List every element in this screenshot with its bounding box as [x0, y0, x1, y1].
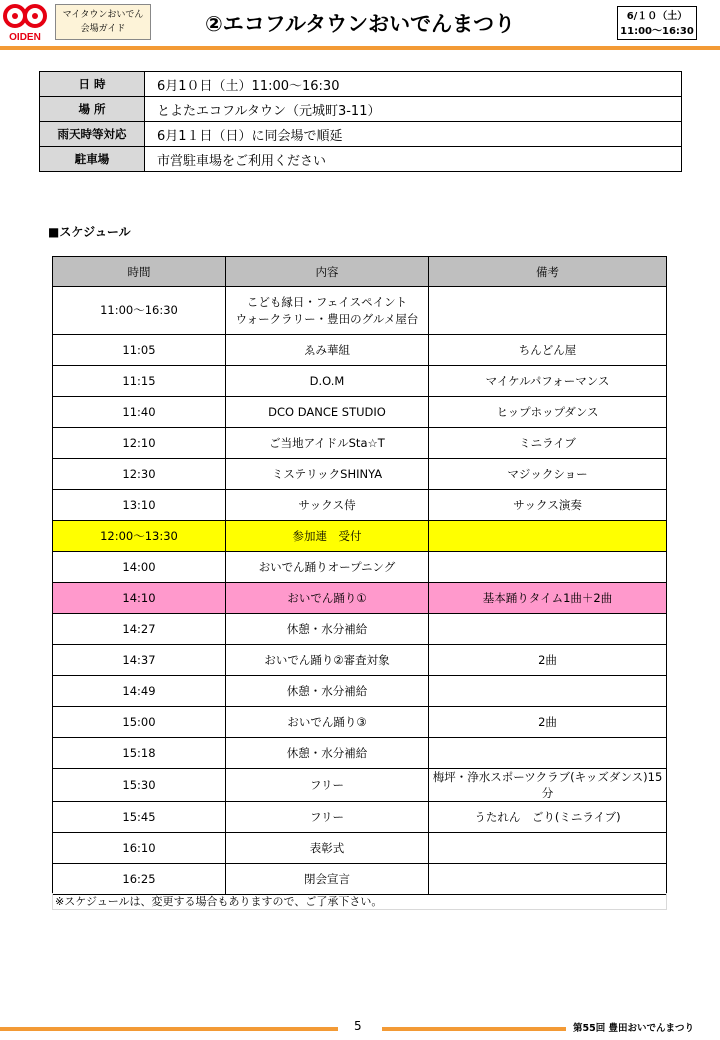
time-cell: 14:10: [53, 583, 226, 614]
table-row: [53, 366, 667, 397]
info-row: [40, 72, 682, 97]
note-cell: 梅坪・浄水スポーツクラブ(キッズダンス)15分: [429, 769, 667, 802]
time-cell: 14:49: [53, 676, 226, 707]
info-label: 雨天時等対応: [40, 122, 145, 147]
column-header-notes: 備考: [429, 257, 667, 287]
guide-line-2: 会場ガイド: [80, 24, 126, 34]
info-label: 日 時: [40, 72, 145, 97]
content-cell: ミステリックSHINYA: [226, 459, 429, 490]
time-cell: 13:10: [53, 490, 226, 521]
info-row: [40, 147, 682, 172]
content-cell: 休憩・水分補給: [226, 614, 429, 645]
header-divider: [0, 46, 720, 50]
note-cell: 2曲: [429, 707, 667, 738]
note-cell: [429, 676, 667, 707]
info-value: 6月1１日（日）に同会場で順延: [145, 122, 682, 147]
info-row: [40, 97, 682, 122]
note-cell: サックス演奏: [429, 490, 667, 521]
time-cell: 12:10: [53, 428, 226, 459]
table-row: [53, 287, 667, 335]
venue-guide-label: [55, 4, 151, 40]
info-label: 場 所: [40, 97, 145, 122]
oiden-logo: [2, 2, 48, 42]
time-cell: 15:45: [53, 802, 226, 833]
time-cell: 11:15: [53, 366, 226, 397]
content-line-2: ウォークラリー・豊田のグルメ屋台: [235, 311, 419, 326]
schedule-change-note: ※スケジュールは、変更する場合もありますので、ご了承下さい。: [52, 893, 667, 910]
time-cell: 15:30: [53, 769, 226, 802]
table-row: [53, 707, 667, 738]
content-cell: おいでん踊り③: [226, 707, 429, 738]
table-row: [53, 802, 667, 833]
info-value: とよたエコフルタウン（元城町3-11）: [145, 97, 682, 122]
note-cell: うたれん ごり(ミニライブ): [429, 802, 667, 833]
note-cell: [429, 738, 667, 769]
page-number: 5: [354, 1019, 362, 1033]
content-line-1: こども縁日・フェイスペイント: [246, 294, 408, 309]
footer-divider-right: [382, 1027, 566, 1031]
time-cell: 12:00〜13:30: [53, 521, 226, 552]
info-label: 駐車場: [40, 147, 145, 172]
table-row: [53, 335, 667, 366]
content-cell: 閉会宣言: [226, 864, 429, 895]
note-cell: 2曲: [429, 645, 667, 676]
table-row-highlight: [53, 583, 667, 614]
note-cell: [429, 287, 667, 335]
time-cell: 14:37: [53, 645, 226, 676]
note-cell: ミニライブ: [429, 428, 667, 459]
content-cell: おいでん踊り①: [226, 583, 429, 614]
footer-divider-left: [0, 1027, 338, 1031]
page-title: ②エコフルタウンおいでんまつり: [205, 12, 516, 36]
time-cell: 12:30: [53, 459, 226, 490]
table-row: [53, 645, 667, 676]
table-row: [53, 614, 667, 645]
time-cell: 16:10: [53, 833, 226, 864]
info-row: [40, 122, 682, 147]
content-cell: フリー: [226, 802, 429, 833]
time-cell: 11:00〜16:30: [53, 287, 226, 335]
event-date-box: [617, 6, 697, 40]
time-cell: 16:25: [53, 864, 226, 895]
footer-event-name: 第55回 豊田おいでんまつり: [573, 1023, 695, 1034]
content-cell: ご当地アイドルSta☆T: [226, 428, 429, 459]
content-cell: おいでん踊り②審査対象: [226, 645, 429, 676]
content-cell: ゑみ華組: [226, 335, 429, 366]
note-cell: [429, 864, 667, 895]
guide-line-1: マイタウンおいでん: [62, 10, 144, 20]
time-cell: 11:40: [53, 397, 226, 428]
table-row: [53, 459, 667, 490]
time-cell: 14:27: [53, 614, 226, 645]
note-cell: 基本踊りタイム1曲＋2曲: [429, 583, 667, 614]
note-cell: マジックショー: [429, 459, 667, 490]
content-cell: 参加連 受付: [226, 521, 429, 552]
content-cell: [226, 287, 429, 335]
content-cell: サックス侍: [226, 490, 429, 521]
table-row: [53, 676, 667, 707]
content-cell: 表彰式: [226, 833, 429, 864]
note-cell: [429, 833, 667, 864]
content-cell: おいでん踊りオープニング: [226, 552, 429, 583]
content-cell: フリー: [226, 769, 429, 802]
info-value: 市営駐車場をご利用ください: [145, 147, 682, 172]
info-value: 6月1０日（土）11:00〜16:30: [145, 72, 682, 97]
time-cell: 14:00: [53, 552, 226, 583]
schedule-table: [52, 256, 667, 895]
table-row: [53, 864, 667, 895]
schedule-header-row: [53, 257, 667, 287]
content-cell: 休憩・水分補給: [226, 676, 429, 707]
table-row: [53, 738, 667, 769]
note-cell: [429, 614, 667, 645]
table-row: [53, 428, 667, 459]
table-row: [53, 833, 667, 864]
time-cell: 15:18: [53, 738, 226, 769]
content-cell: DCO DANCE STUDIO: [226, 397, 429, 428]
table-row: [53, 769, 667, 802]
content-cell: 休憩・水分補給: [226, 738, 429, 769]
note-cell: [429, 552, 667, 583]
date-line-1: 6/１０（土）: [626, 11, 688, 22]
note-cell: ちんどん屋: [429, 335, 667, 366]
table-row-registration: [53, 521, 667, 552]
schedule-heading: ■スケジュール: [48, 225, 131, 239]
event-info-table: [39, 71, 682, 172]
content-cell: D.O.M: [226, 366, 429, 397]
column-header-time: 時間: [53, 257, 226, 287]
date-line-2: 11:00〜16:30: [620, 26, 694, 37]
note-cell: マイケルパフォーマンス: [429, 366, 667, 397]
time-cell: 15:00: [53, 707, 226, 738]
time-cell: 11:05: [53, 335, 226, 366]
svg-text:OIDEN: OIDEN: [9, 32, 41, 42]
column-header-content: 内容: [226, 257, 429, 287]
note-cell: ヒップホップダンス: [429, 397, 667, 428]
note-cell: [429, 521, 667, 552]
table-row: [53, 552, 667, 583]
table-row: [53, 397, 667, 428]
table-row: [53, 490, 667, 521]
